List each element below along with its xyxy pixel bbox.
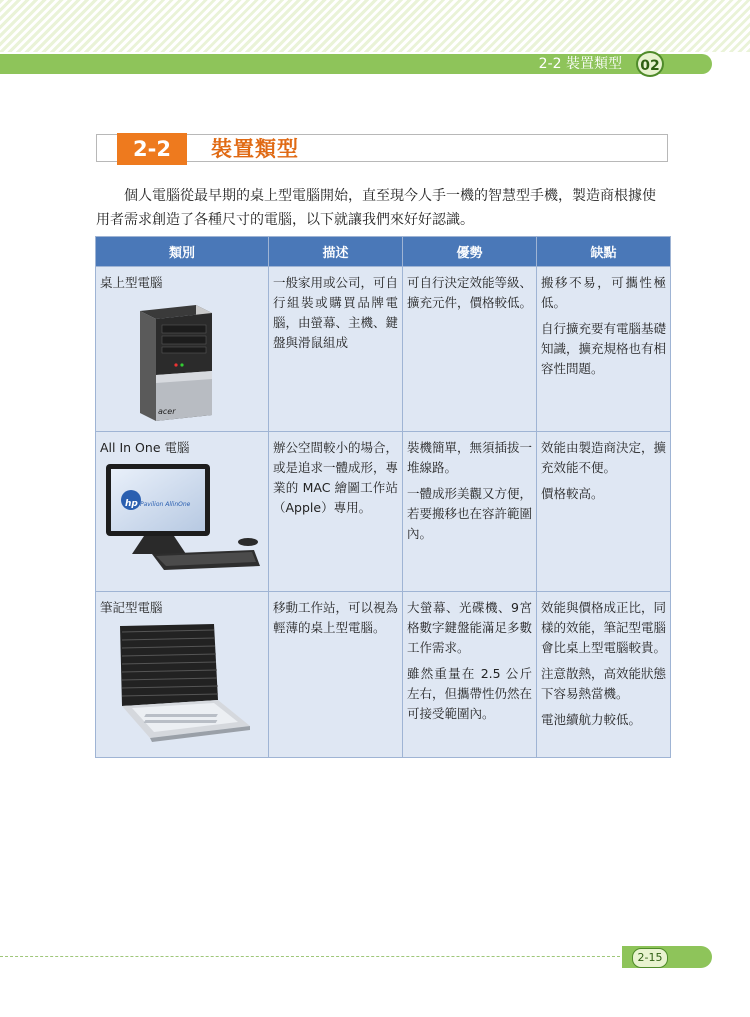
category-cell <box>96 592 269 758</box>
category-label: 筆記型電腦 <box>100 600 163 615</box>
advantage-text: 可自行決定效能等級、擴充元件，價格較低。 <box>407 275 533 310</box>
footer-dashed-line <box>0 956 620 957</box>
advantages-cell <box>403 432 537 592</box>
hp-logo-text: hp <box>125 499 138 509</box>
header-disadvantages: 缺點 <box>537 237 671 267</box>
description-text: 一般家用或公司，可自行組裝或購買品牌電腦，由螢幕、主機、鍵盤與滑鼠組成 <box>273 275 399 350</box>
disadvantage-text: 自行擴充要有電腦基礎知識，擴充規格也有相容性問題。 <box>541 321 667 376</box>
advantage-text: 裝機簡單，無須插拔一堆線路。 <box>407 440 533 475</box>
description-text: 移動工作站，可以視為輕薄的桌上型電腦。 <box>273 600 399 635</box>
disadvantage-text: 電池續航力較低。 <box>541 712 642 727</box>
advantages-cell <box>403 267 537 432</box>
page-number: 2-15 <box>632 948 668 968</box>
table-header-row <box>96 237 671 267</box>
disadvantages-cell <box>537 267 671 432</box>
section-heading <box>96 134 668 162</box>
running-header-title: 2-2 裝置類型 <box>538 56 622 72</box>
section-title: 裝置類型 <box>211 137 299 161</box>
advantage-text: 一體成形美觀又方便，若要搬移也在容許範圍內。 <box>407 486 533 541</box>
aio-screen-text: Pavilion AllinOne <box>140 501 191 508</box>
disadvantage-text: 搬移不易，可攜性極低。 <box>541 275 666 310</box>
intro-paragraph: 個人電腦從最早期的桌上型電腦開始，直至現今人手一機的智慧型手機，製造商根據使用者需求創造了各種尺寸的電腦，以下就讓我們來好好認識。 <box>96 188 656 228</box>
header-category: 類別 <box>96 237 269 267</box>
device-type-table <box>95 236 670 758</box>
disadvantage-text: 效能由製造商決定，擴充效能不便。 <box>541 440 667 475</box>
table-row-all-in-one <box>96 432 671 592</box>
category-cell <box>96 432 269 592</box>
header-description: 描述 <box>269 237 403 267</box>
desktop-brand-logo: acer <box>158 407 176 416</box>
disadvantages-cell <box>537 592 671 758</box>
disadvantages-cell <box>537 432 671 592</box>
all-in-one-pc-illustration <box>104 462 264 587</box>
chapter-number-badge: 02 <box>636 51 664 77</box>
table-row-desktop <box>96 267 671 432</box>
category-cell <box>96 267 269 432</box>
disadvantage-text: 價格較高。 <box>541 486 604 501</box>
header-advantages: 優勢 <box>403 237 537 267</box>
description-cell <box>269 592 403 758</box>
description-text: 辦公空間較小的場合，或是追求一體成形，專業的 MAC 繪圖工作站（Apple）專用。 <box>273 440 399 515</box>
section-number: 2-2 <box>117 133 187 165</box>
category-label: All In One 電腦 <box>100 440 190 455</box>
advantage-text: 大螢幕、光碟機、9宮格數字鍵盤能滿足多數工作需求。 <box>407 600 533 655</box>
advantage-text: 雖然重量在 2.5 公斤左右，但攜帶性仍然在可接受範圍內。 <box>407 666 533 721</box>
category-label: 桌上型電腦 <box>100 275 163 290</box>
disadvantage-text: 效能與價格成正比，同樣的效能，筆記型電腦會比桌上型電腦較貴。 <box>541 600 667 655</box>
desktop-tower-illustration <box>126 303 226 423</box>
disadvantage-text: 注意散熱，高效能狀態下容易熱當機。 <box>541 666 667 701</box>
description-cell <box>269 432 403 592</box>
laptop-illustration <box>114 622 254 752</box>
description-cell <box>269 267 403 432</box>
advantages-cell <box>403 592 537 758</box>
header-hatch-pattern <box>0 0 750 52</box>
table-row-laptop <box>96 592 671 758</box>
